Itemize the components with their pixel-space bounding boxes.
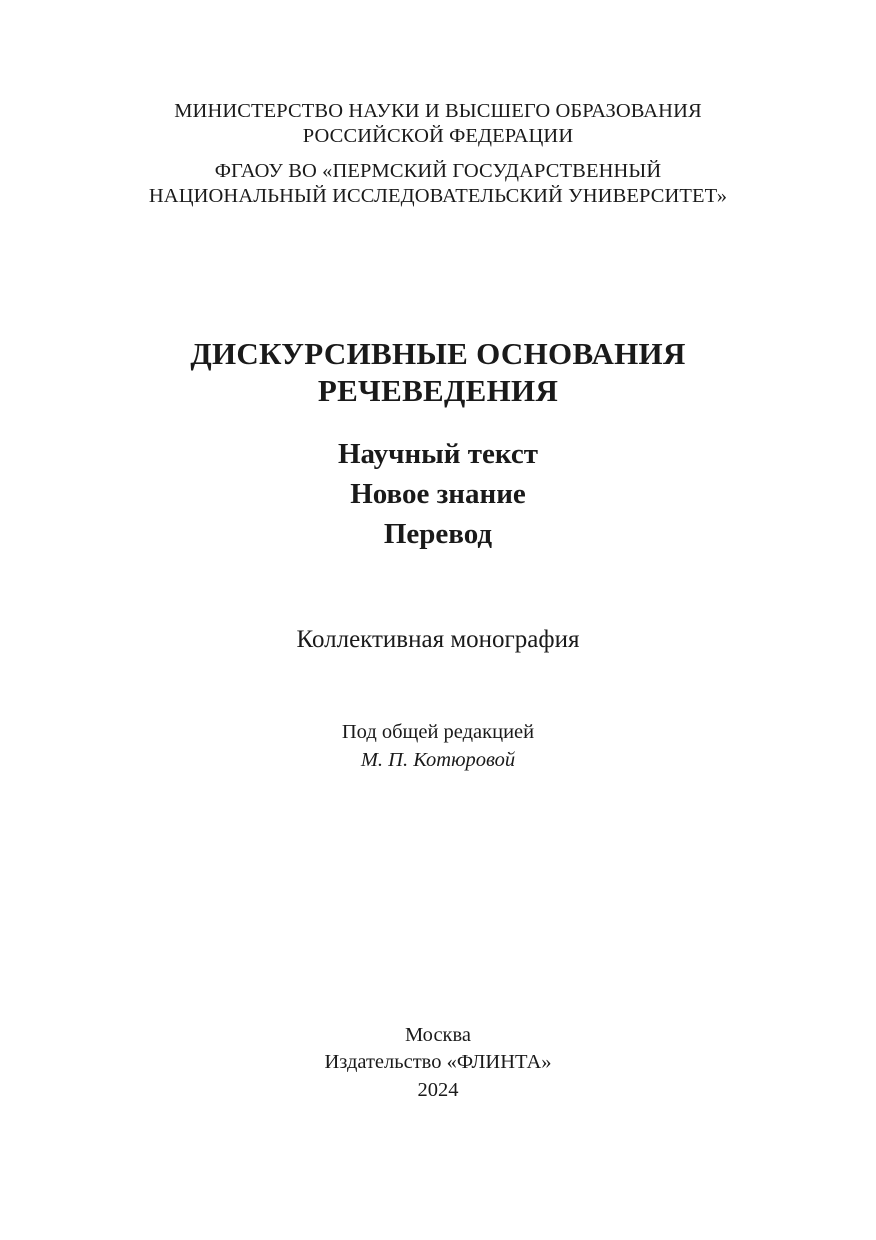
imprint-city: Москва <box>404 1024 472 1046</box>
genre-label: Коллективная монография <box>296 626 580 653</box>
subtitle-3: Перевод <box>383 518 493 550</box>
editor-name: М. П. Котюровой <box>360 749 516 771</box>
subtitle-2: Новое знание <box>350 478 526 510</box>
book-title-line-2: РЕЧЕВЕДЕНИЯ <box>317 373 559 408</box>
university-line-2: НАЦИОНАЛЬНЫЙ ИССЛЕДОВАТЕЛЬСКИЙ УНИВЕРСИТЕТ» <box>148 185 728 207</box>
editor-label: Под общей редакцией <box>341 721 535 743</box>
ministry-line-2: РОССИЙСКОЙ ФЕДЕРАЦИИ <box>302 125 574 147</box>
university-line-1: ФГАОУ ВО «ПЕРМСКИЙ ГОСУДАРСТВЕННЫЙ <box>214 160 662 182</box>
book-title-line-1: ДИСКУРСИВНЫЕ ОСНОВАНИЯ <box>190 336 686 371</box>
imprint-publisher: Издательство «ФЛИНТА» <box>324 1051 552 1073</box>
imprint-year: 2024 <box>417 1079 459 1101</box>
subtitle-1: Научный текст <box>338 438 538 470</box>
ministry-line-1: МИНИСТЕРСТВО НАУКИ И ВЫСШЕГО ОБРАЗОВАНИЯ <box>174 100 702 122</box>
